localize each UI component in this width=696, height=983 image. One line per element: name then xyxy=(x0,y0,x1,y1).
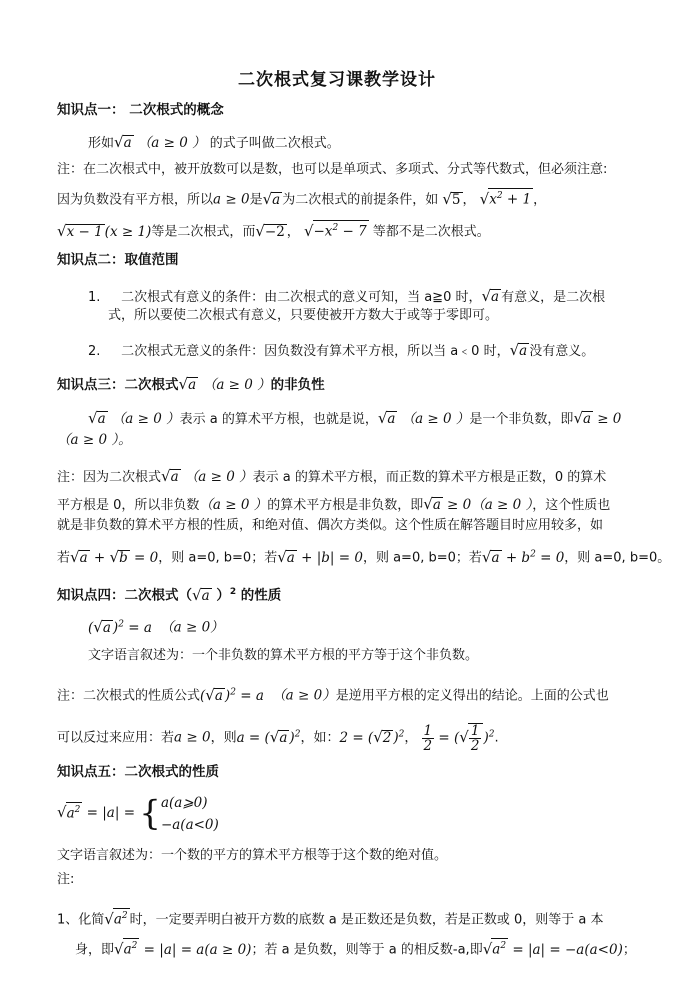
abs-formula: $√a^2 = |a|$ = { a(a⩾0) −a(a<0) xyxy=(57,793,219,834)
section-heading-3: 知识点三：二次根式√a （a ≥ 0 ）的非负性 xyxy=(57,375,325,393)
nonneg-note-3: 就是非负数的算术平方根的性质，和绝对值、偶次方类似。这个性质在解答题目时应用较多，如 xyxy=(57,518,604,533)
section-heading-5: 知识点五：二次根式的性质 xyxy=(57,764,219,780)
note-line-2: 因为负数没有平方根，所以a ≥ 0是√a 为二次根式的前提条件，如 √5 ， $√x^2 + 1$ ， xyxy=(57,189,547,208)
list-item-1-cont: 式，所以要使二次根式有意义，只要使被开方数大于或等于零即可。 xyxy=(108,308,499,323)
abs-note-1: 1、化简$√a^2$ 时，一定要弄明白被开方数的底数 a 是正数还是负数，若是正数或 0，则等于 a 本 xyxy=(57,909,604,928)
concept-line: 形如√a （a ≥ 0 ） 的式子叫做二次根式。 xyxy=(88,133,340,151)
square-note-2: 可以反过来应用：若a ≥ 0，则a = (√a )$^2$，如：2 = (√2 )$^2$， $\frac{1}{2}$ = (√ $\frac{1}{2}$ )$^2$. xyxy=(57,722,499,754)
section-heading-2: 知识点二：取值范围 xyxy=(57,252,179,268)
section-heading-4: 知识点四：二次根式（√a ）$^2$ 的性质 xyxy=(57,585,282,604)
abs-note-2: 身，即$√a^2 = |a| = a(a \ge 0)$；若 a 是负数，则等于 a 的相反数-a,即$√a^2 = |a| = -a(a<0)$； xyxy=(75,939,636,958)
note-line-3: √x − 1 (x ≥ 1)等是二次根式，而√−2 ， $√-x^2 - 7$ 等都不是二次根式。 xyxy=(57,221,490,240)
square-desc: 文字语言叙述为：一个非负数的算术平方根的平方等于这个非负数。 xyxy=(88,648,479,663)
section-heading-1: 知识点一： 二次根式的概念 xyxy=(57,102,224,118)
abs-note-label: 注: xyxy=(57,872,75,887)
nonneg-line-2: （a ≥ 0 ）。 xyxy=(57,432,132,448)
square-formula: (√a )$^2$ = a （a ≥ 0） xyxy=(88,617,224,636)
nonneg-note-1: 注：因为二次根式√a （a ≥ 0 ）表示 a 的算术平方根，而正数的算术平方根是正数，0 的算术 xyxy=(57,467,607,485)
abs-desc: 文字语言叙述为：一个数的平方的算术平方根等于这个数的绝对值。 xyxy=(57,848,448,863)
nonneg-line-1: √a （a ≥ 0 ）表示 a 的算术平方根，也就是说，√a （a ≥ 0 ）是一个非负数，即√a ≥ 0 xyxy=(88,409,622,427)
square-note-1: 注：二次根式的性质公式(√a )$^2$ = a （a ≥ 0）是逆用平方根的定义得出的结论。上面的公式也 xyxy=(57,685,609,704)
page-title: 二次根式复习课教学设计 xyxy=(238,70,436,90)
nonneg-note-2: 平方根是 0，所以非负数（a ≥ 0 ）的算术平方根是非负数，即√a ≥ 0（a ≥ 0 ），这个性质也 xyxy=(57,495,611,513)
nonneg-note-4: 若√a + √b = 0，则 a=0, b=0；若√a + |b| = 0，则 a=0, b=0；若$√a + b^2 = 0$，则 a=0, b=0。 xyxy=(57,547,671,566)
list-item-2: 2. 二次根式无意义的条件：因负数没有算术平方根，所以当 a﹤0 时，√a 没有意义。 xyxy=(88,341,595,359)
list-item-1: 1. 二次根式有意义的条件：由二次根式的意义可知，当 a≧0 时，√a 有意义，是二次根 xyxy=(88,287,606,305)
note-line-1: 注：在二次根式中，被开放数可以是数，也可以是单项式、多项式、分式等代数式，但必须注意: xyxy=(57,162,608,177)
